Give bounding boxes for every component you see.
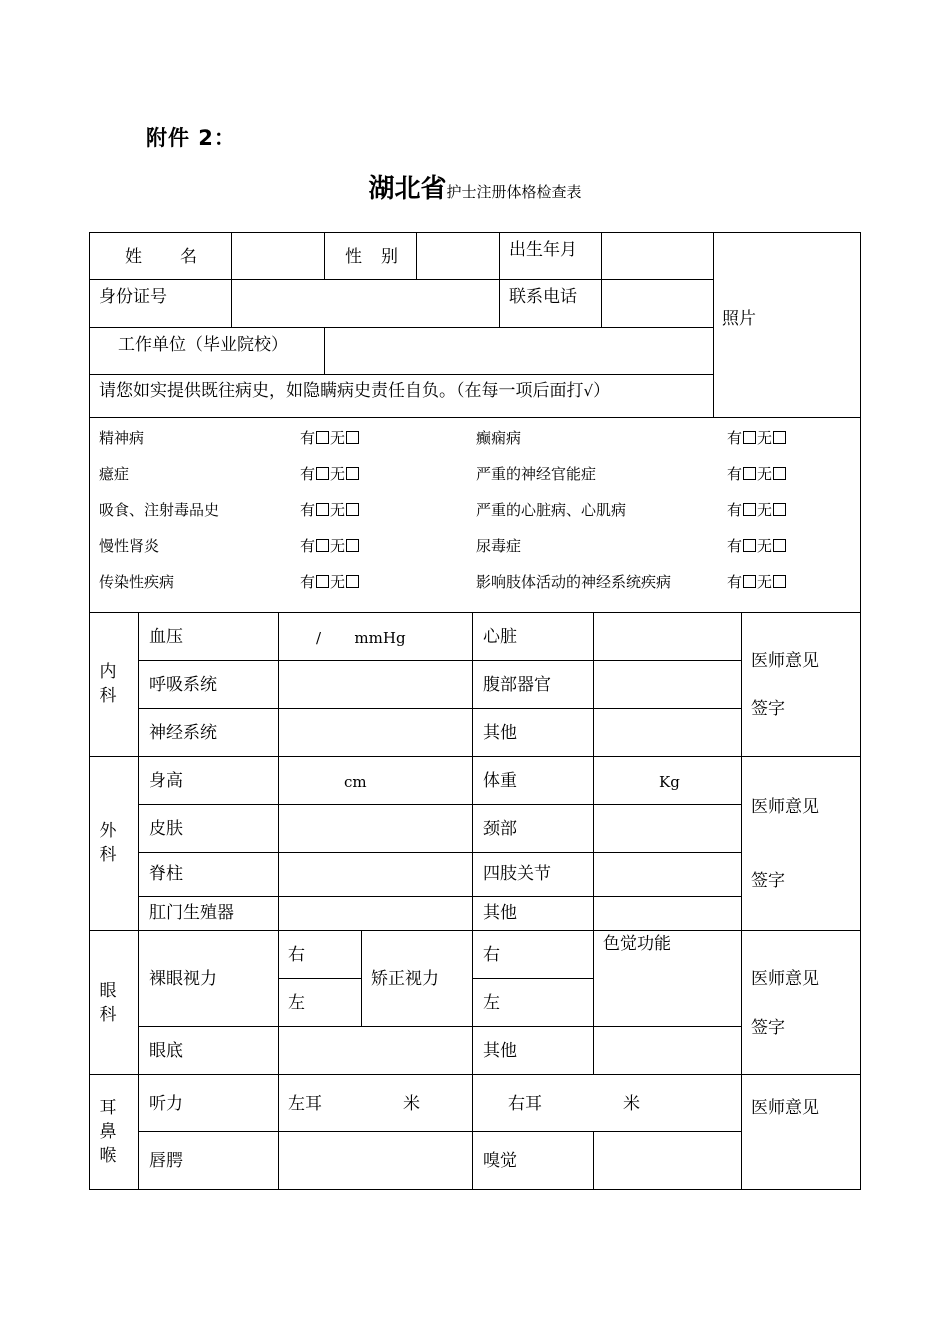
no-checkbox[interactable]: [346, 503, 359, 516]
history-right-choice: [727, 464, 787, 484]
yes-checkbox[interactable]: [743, 431, 756, 444]
form-title: [0, 168, 950, 205]
row-line: [138, 1131, 741, 1132]
yes-checkbox[interactable]: [316, 503, 329, 516]
yes-checkbox[interactable]: [316, 575, 329, 588]
no-label: 无: [330, 537, 346, 555]
row-line: [89, 417, 861, 418]
naked-right-label: 右: [288, 945, 305, 965]
left-ear-label: 左耳: [288, 1094, 322, 1114]
no-checkbox[interactable]: [773, 575, 786, 588]
abdomen-label: 腹部器官: [483, 675, 551, 695]
gender-label-1: 性: [345, 247, 362, 267]
dept-char: 外: [99, 821, 117, 841]
phone-field[interactable]: [602, 280, 713, 327]
row-line: [472, 978, 593, 979]
internal-opinion-label: 医师意见: [751, 651, 819, 671]
history-left-choice: [300, 536, 360, 556]
naked-vision-label: 裸眼视力: [149, 969, 217, 989]
yes-label: 有: [727, 573, 743, 591]
hearing-label: 听力: [149, 1094, 183, 1114]
yes-label: 有: [300, 537, 316, 555]
row-line: [138, 708, 741, 709]
no-checkbox[interactable]: [346, 539, 359, 552]
row-line: [89, 1074, 861, 1075]
ent-dept-label: [98, 1096, 118, 1168]
dept-char: 耳: [99, 1098, 117, 1118]
ent-opinion-label: 医师意见: [751, 1098, 819, 1118]
name-label-1: 姓: [125, 247, 142, 267]
history-left-item: 吸食、注射毒品史: [99, 501, 220, 519]
birth-label: 出生年月: [509, 240, 577, 260]
no-label: 无: [330, 573, 346, 591]
yes-checkbox[interactable]: [316, 539, 329, 552]
surgery-dept-label: [98, 819, 118, 867]
col-line: [593, 612, 594, 1074]
row-line: [278, 978, 361, 979]
row-line: [138, 804, 741, 805]
gender-label-2: 别: [381, 247, 398, 267]
check-mark: √: [583, 382, 594, 400]
height-label: 身高: [149, 771, 183, 791]
history-left-choice: [300, 464, 360, 484]
height-unit: cm: [344, 773, 367, 791]
yes-label: 有: [727, 537, 743, 555]
col-line: [741, 612, 742, 1189]
other-label: 其他: [483, 1041, 517, 1061]
respiratory-label: 呼吸系统: [149, 675, 217, 695]
yes-checkbox[interactable]: [743, 503, 756, 516]
work-field[interactable]: [325, 328, 713, 374]
history-right-item: 严重的神经官能症: [476, 465, 597, 483]
name-field[interactable]: [232, 233, 324, 279]
corrected-vision-label: 矫正视力: [371, 969, 439, 989]
yes-label: 有: [300, 429, 316, 447]
table-border-bottom: [89, 1189, 861, 1190]
col-line: [472, 612, 473, 1189]
dept-char: 科: [99, 845, 117, 865]
gender-field[interactable]: [417, 233, 499, 279]
yes-checkbox[interactable]: [743, 539, 756, 552]
smell-label: 嗅觉: [483, 1151, 517, 1171]
dept-char: 鼻: [99, 1122, 117, 1142]
weight-unit: Kg: [659, 773, 680, 791]
col-line: [593, 1131, 594, 1189]
yes-label: 有: [727, 501, 743, 519]
eye-dept-label: [98, 979, 118, 1027]
id-label: 身份证号: [99, 287, 167, 307]
row-line: [138, 896, 741, 897]
phone-label: 联系电话: [509, 287, 577, 307]
surgery-sign-label: 签字: [751, 871, 785, 891]
dept-char: 科: [99, 1005, 117, 1025]
row-line: [89, 756, 861, 757]
no-checkbox[interactable]: [346, 467, 359, 480]
col-line: [499, 232, 500, 327]
anal-label: 肛门生殖器: [149, 903, 234, 923]
no-checkbox[interactable]: [346, 431, 359, 444]
heart-label: 心脏: [483, 627, 517, 647]
row-line: [89, 374, 713, 375]
row-line: [138, 852, 741, 853]
history-right-item: 影响肢体活动的神经系统疾病: [476, 573, 672, 591]
history-left-item: 传染性疾病: [99, 573, 175, 591]
id-field[interactable]: [232, 280, 499, 327]
history-right-choice: [727, 572, 787, 592]
yes-label: 有: [727, 465, 743, 483]
internal-dept-label: [98, 660, 118, 708]
table-border-left: [89, 232, 90, 1190]
nervous-label: 神经系统: [149, 723, 217, 743]
spine-label: 脊柱: [149, 864, 183, 884]
col-line: [278, 612, 279, 1189]
yes-checkbox[interactable]: [743, 575, 756, 588]
neck-label: 颈部: [483, 819, 517, 839]
table-border-right: [860, 232, 861, 1190]
yes-checkbox[interactable]: [316, 431, 329, 444]
lip-palate-label: 唇腭: [149, 1151, 183, 1171]
col-line: [138, 612, 139, 1189]
attachment-heading: 附件 2：: [146, 126, 236, 150]
col-line: [361, 930, 362, 1026]
yes-label: 有: [300, 501, 316, 519]
col-line: [324, 232, 325, 279]
right-ear-unit: 米: [623, 1094, 640, 1114]
yes-label: 有: [727, 429, 743, 447]
history-left-choice: [300, 572, 360, 592]
no-label: 无: [330, 465, 346, 483]
weight-label: 体重: [483, 771, 517, 791]
no-checkbox[interactable]: [773, 467, 786, 480]
eye-sign-label: 签字: [751, 1018, 785, 1038]
birth-field[interactable]: [602, 233, 713, 279]
no-checkbox[interactable]: [773, 431, 786, 444]
no-label: 无: [757, 429, 773, 447]
surgery-opinion-label: 医师意见: [751, 797, 819, 817]
dept-char: 科: [99, 686, 117, 706]
yes-label: 有: [300, 573, 316, 591]
no-label: 无: [330, 501, 346, 519]
history-left-item: 癔症: [99, 465, 130, 483]
notice-text: 请您如实提供既往病史，如隐瞒病史责任自负。（在每一项后面打: [99, 381, 584, 401]
right-ear-label: 右耳: [508, 1094, 542, 1114]
col-line: [713, 232, 714, 417]
history-right-choice: [727, 500, 787, 520]
yes-checkbox[interactable]: [316, 467, 329, 480]
no-checkbox[interactable]: [773, 539, 786, 552]
blood-pressure-label: 血压: [149, 627, 183, 647]
fundus-label: 眼底: [149, 1041, 183, 1061]
no-checkbox[interactable]: [773, 503, 786, 516]
other-label: 其他: [483, 903, 517, 923]
history-notice: [99, 381, 610, 401]
corrected-right-label: 右: [483, 945, 500, 965]
no-label: 无: [330, 429, 346, 447]
history-right-choice: [727, 536, 787, 556]
no-label: 无: [757, 501, 773, 519]
color-vision-label: 色觉功能: [603, 934, 671, 954]
row-line: [89, 612, 861, 613]
title-subtitle: 护士注册体格检查表: [446, 183, 582, 201]
no-label: 无: [757, 465, 773, 483]
no-label: 无: [757, 537, 773, 555]
yes-label: 有: [300, 465, 316, 483]
dept-char: 眼: [99, 981, 117, 1001]
work-label: 工作单位（毕业院校）: [118, 335, 288, 355]
title-province: 湖北省: [368, 174, 447, 204]
history-right-choice: [727, 428, 787, 448]
naked-left-label: 左: [288, 993, 305, 1013]
row-line: [89, 930, 861, 931]
other-label: 其他: [483, 723, 517, 743]
history-right-item: 严重的心脏病、心肌病: [476, 501, 627, 519]
skin-label: 皮肤: [149, 819, 183, 839]
row-line: [138, 660, 741, 661]
history-right-item: 尿毒症: [476, 537, 522, 555]
no-label: 无: [757, 573, 773, 591]
history-left-choice: [300, 500, 360, 520]
blood-pressure-value[interactable]: / mmHg: [316, 629, 406, 647]
history-left-item: 慢性肾炎: [99, 537, 160, 555]
name-label-2: 名: [180, 247, 197, 267]
eye-opinion-label: 医师意见: [751, 969, 819, 989]
limbs-label: 四肢关节: [483, 864, 551, 884]
photo-label: 照片: [722, 309, 756, 329]
internal-sign-label: 签字: [751, 699, 785, 719]
row-line: [138, 1026, 741, 1027]
dept-char: 喉: [99, 1146, 117, 1166]
corrected-left-label: 左: [483, 993, 500, 1013]
history-right-item: 癫痫病: [476, 429, 522, 447]
history-left-item: 精神病: [99, 429, 145, 447]
notice-end: ）: [593, 381, 611, 401]
dept-char: 内: [99, 662, 117, 682]
left-ear-unit: 米: [403, 1094, 420, 1114]
no-checkbox[interactable]: [346, 575, 359, 588]
yes-checkbox[interactable]: [743, 467, 756, 480]
history-left-choice: [300, 428, 360, 448]
